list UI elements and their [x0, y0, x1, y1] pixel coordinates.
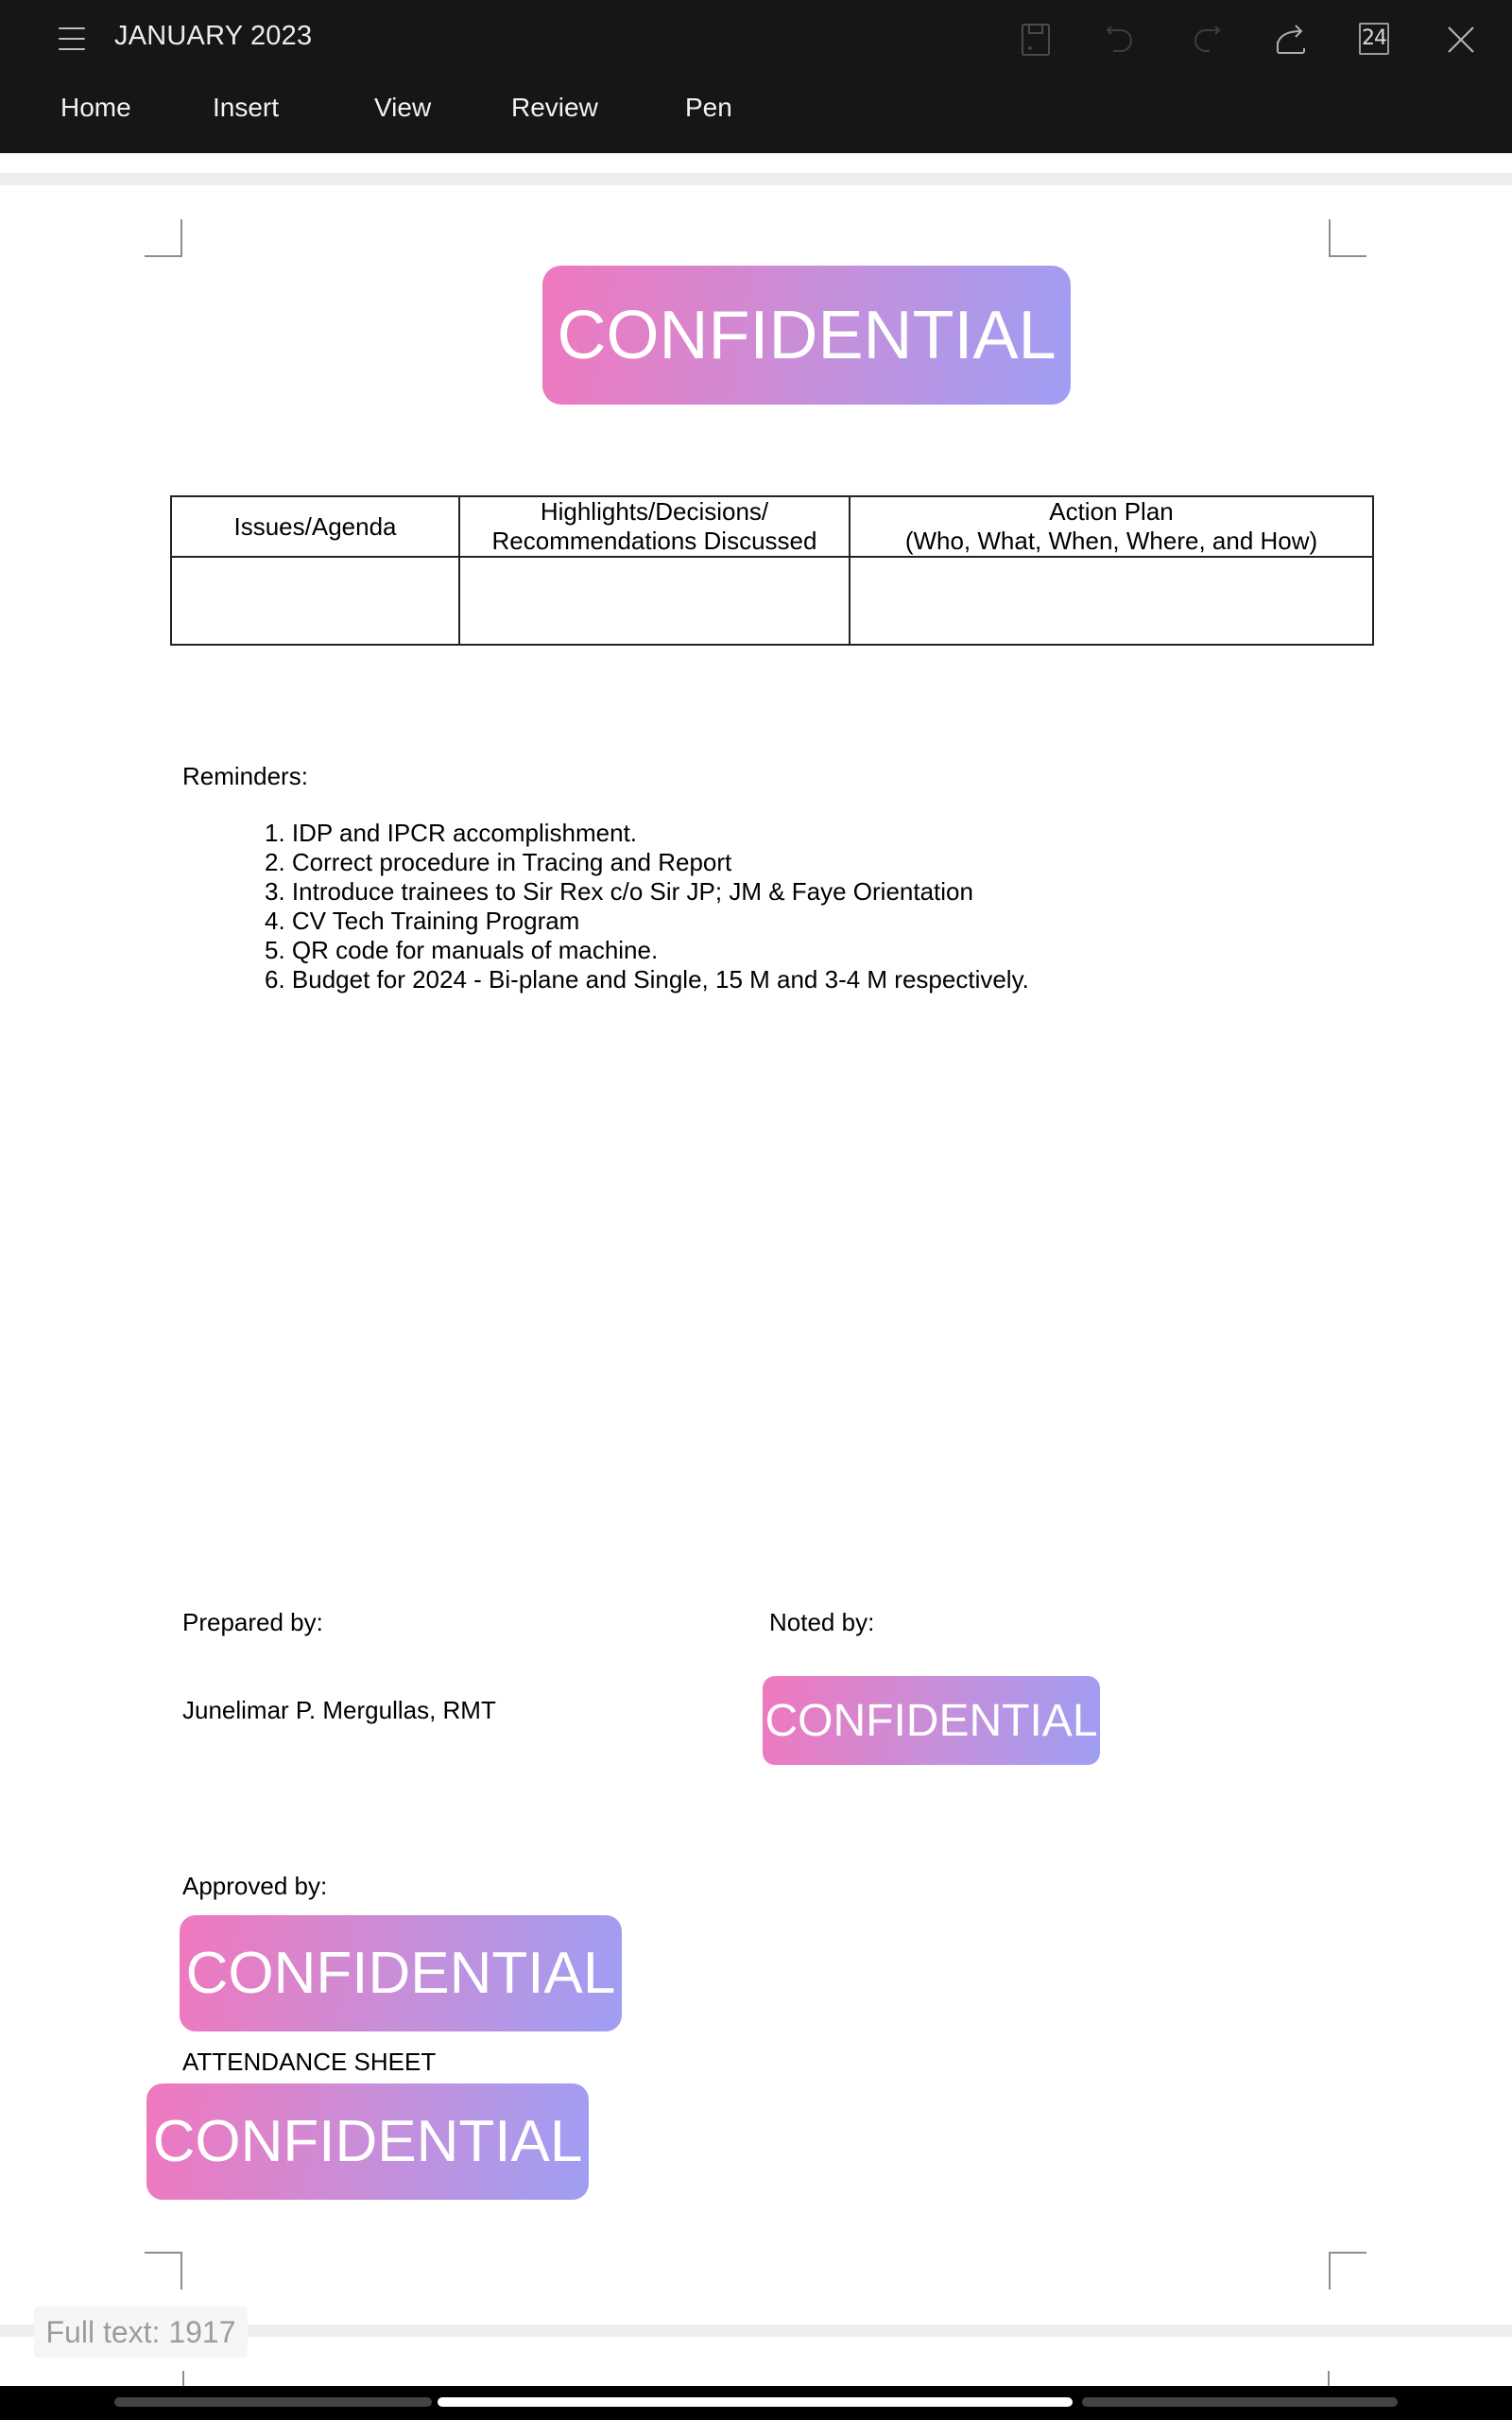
list-item: 4. CV Tech Training Program [265, 907, 580, 935]
redaction-noted-by: CONFIDENTIAL [763, 1676, 1100, 1765]
noted-by-label: Noted by: [769, 1608, 875, 1636]
redaction-approved-by: CONFIDENTIAL [180, 1915, 622, 2031]
bottom-navigation-bar [0, 2386, 1512, 2420]
reminders-label: Reminders: [182, 762, 308, 790]
table-header-row [171, 496, 1373, 557]
tab-pen[interactable]: Pen [685, 93, 732, 122]
crop-mark-top-left [145, 219, 182, 257]
tab-insert[interactable]: Insert [213, 93, 280, 122]
prepared-by-name: Junelimar P. Mergullas, RMT [182, 1696, 496, 1724]
next-page-indicator[interactable] [1082, 2397, 1398, 2407]
page-separator [0, 173, 1512, 185]
menu-icon[interactable] [59, 26, 85, 51]
document-title: JANUARY 2023 [114, 21, 313, 51]
tab-review[interactable]: Review [511, 93, 598, 122]
column-header-highlights: Highlights/Decisions/ Recommendations Discussed [459, 496, 850, 557]
tab-view[interactable]: View [374, 93, 432, 122]
previous-page-indicator[interactable] [114, 2397, 432, 2407]
list-item: 3. Introduce trainees to Sir Rex c/o Sir JP; JM & Faye Orientation [265, 877, 973, 906]
crop-mark-next-page-left [182, 2371, 184, 2386]
table-cell[interactable] [459, 557, 850, 645]
prepared-by-label: Prepared by: [182, 1608, 323, 1636]
crop-mark-next-page-right [1328, 2371, 1330, 2386]
attendance-sheet-label: ATTENDANCE SHEET [182, 2048, 437, 2076]
tab-home[interactable]: Home [60, 93, 131, 122]
table-row [171, 557, 1373, 645]
save-icon[interactable] [1015, 19, 1057, 60]
close-icon[interactable] [1440, 19, 1482, 60]
table-cell[interactable] [850, 557, 1373, 645]
list-item: 6. Budget for 2024 - Bi-plane and Single, 15 M and 3-4 M respectively. [265, 965, 1029, 994]
crop-mark-bottom-right [1329, 2252, 1366, 2290]
redaction-attendance: CONFIDENTIAL [146, 2083, 589, 2200]
full-text-count: Full text: 1917 [34, 2307, 248, 2358]
redaction-header: CONFIDENTIAL [542, 266, 1071, 405]
ribbon-tabs [0, 93, 1512, 144]
reminders-list [265, 819, 1029, 994]
list-item: 5. QR code for manuals of machine. [265, 936, 659, 964]
list-item: 1. IDP and IPCR accomplishment. [265, 819, 638, 847]
table-cell[interactable] [171, 557, 459, 645]
redo-icon[interactable] [1185, 19, 1227, 60]
title-row [0, 0, 1512, 78]
list-item: 2. Correct procedure in Tracing and Report [265, 848, 732, 876]
app-toolbar [0, 0, 1512, 153]
column-header-issues: Issues/Agenda [171, 496, 459, 557]
column-header-action-plan: Action Plan (Who, What, When, Where, and How) [850, 496, 1373, 557]
share-icon[interactable] [1270, 19, 1312, 60]
approved-by-label: Approved by: [182, 1872, 328, 1900]
agenda-table [170, 495, 1374, 646]
crop-mark-bottom-left [145, 2252, 182, 2290]
crop-mark-top-right [1329, 219, 1366, 257]
page-scroll-handle[interactable] [438, 2397, 1073, 2407]
page-count-icon[interactable]: 24 [1359, 23, 1389, 55]
undo-icon[interactable] [1100, 19, 1142, 60]
